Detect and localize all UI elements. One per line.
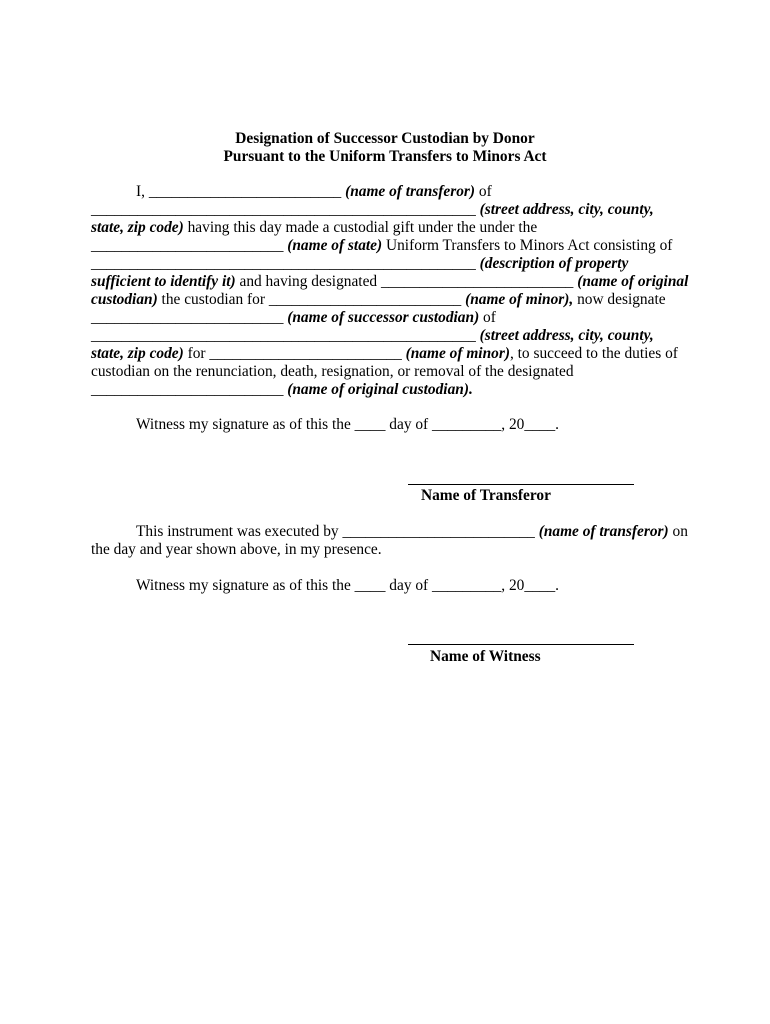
para1-text: _________________________ <box>91 381 288 398</box>
para2-text: on <box>668 523 688 540</box>
para1-line-8 <box>91 309 496 327</box>
para1-line-1 <box>136 183 492 201</box>
para1-line-6 <box>91 273 688 291</box>
witness-statement-1: Witness my signature as of this the ____ day of _________, 20____. <box>136 416 560 433</box>
document-title-line-2: Pursuant to the Uniform Transfers to Minors Act <box>223 148 547 165</box>
para1-line-4 <box>91 237 672 255</box>
para1-line-3 <box>91 219 537 237</box>
para1-text: __________________________________________________ <box>91 201 480 218</box>
para1-line-9 <box>91 327 654 345</box>
field-label: (name of transferor) <box>538 523 669 540</box>
field-label: sufficient to identify it) <box>91 273 236 290</box>
field-label: (street address, city, county, <box>479 327 654 344</box>
para1-text: _________________________ <box>91 237 288 254</box>
para1-line-11: custodian on the renunciation, death, resignation, or removal of the designated <box>91 363 574 380</box>
para1-text: of <box>475 183 492 200</box>
field-label: (name of minor), <box>465 291 574 308</box>
para1-text: __________________________________________________ <box>91 255 480 272</box>
witness-signature-label: Name of Witness <box>430 648 541 665</box>
field-label: (street address, city, county, <box>479 201 654 218</box>
field-label: state, zip code) <box>91 219 184 236</box>
document-title-line-1: Designation of Successor Custodian by Donor <box>235 130 535 147</box>
field-label: state, zip code) <box>91 345 184 362</box>
field-label: (name of transferor) <box>345 183 476 200</box>
field-label: (description of property <box>479 255 629 272</box>
para1-text: the custodian for _________________________ <box>157 291 466 308</box>
para2-line-1 <box>136 523 688 541</box>
witness-statement-2: Witness my signature as of this the ____ day of _________, 20____. <box>136 577 560 594</box>
para1-line-5 <box>91 255 628 273</box>
para1-text: , to succeed to the duties of <box>509 345 678 362</box>
para2-text: This instrument was executed by _________________________ <box>136 523 539 540</box>
field-label: (name of state) <box>287 237 383 254</box>
transferor-signature-line <box>408 484 634 485</box>
para1-text: of <box>479 309 496 326</box>
para1-text: __________________________________________________ <box>91 327 480 344</box>
para1-text: for _________________________ <box>183 345 406 362</box>
field-label: custodian) <box>91 291 158 308</box>
para1-line-12 <box>91 381 473 399</box>
para1-text: Uniform Transfers to Minors Act consisting of <box>382 237 673 254</box>
para1-text: and having designated _________________________ <box>235 273 578 290</box>
witness-signature-line <box>408 644 634 645</box>
field-label: (name of successor custodian) <box>287 309 480 326</box>
field-label: (name of original custodian). <box>287 381 473 398</box>
para1-line-7 <box>91 291 666 309</box>
transferor-signature-label: Name of Transferor <box>421 487 551 504</box>
field-label: (name of original <box>577 273 689 290</box>
para1-line-2 <box>91 201 654 219</box>
para1-text: I, _________________________ <box>136 183 346 200</box>
para1-text: now designate <box>573 291 666 308</box>
para1-text: having this day made a custodial gift under the under the <box>183 219 538 236</box>
para1-line-10 <box>91 345 678 363</box>
para2-line-2: the day and year shown above, in my presence. <box>91 541 382 558</box>
field-label: (name of minor) <box>405 345 510 362</box>
para1-text: _________________________ <box>91 309 288 326</box>
